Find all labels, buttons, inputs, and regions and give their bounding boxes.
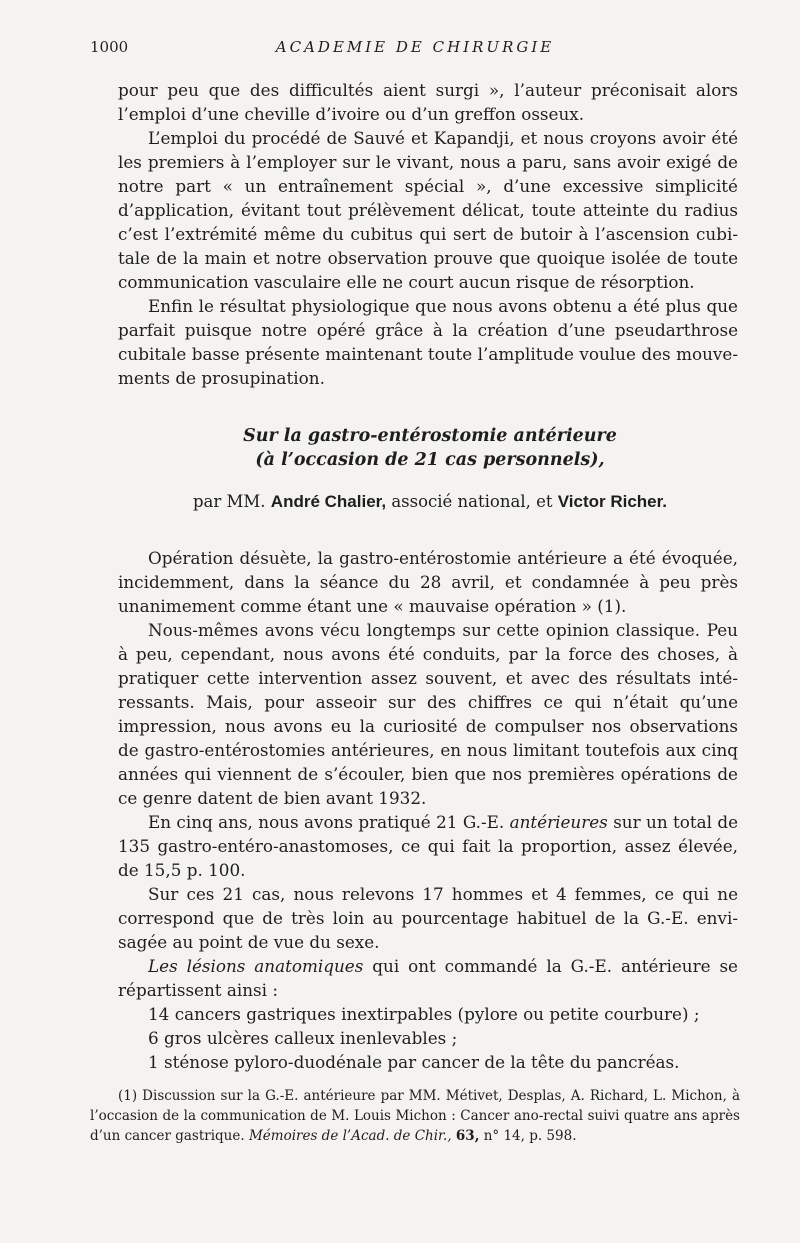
byline-prefix: par MM. bbox=[192, 492, 266, 511]
lesion-list bbox=[118, 1002, 738, 1074]
text-run: En cinq ans, nous avons pratiqué 21 G.-E. bbox=[148, 812, 505, 832]
author-name: André Chalier, bbox=[270, 492, 387, 511]
footnote bbox=[90, 1086, 740, 1146]
journal-issue: n° 14, p. 598. bbox=[483, 1128, 577, 1144]
paragraph: Enfin le résultat physiologique que nous avons obtenu a été plus que parfait puisque notre opéré grâce à la création d’une pseudarthrose cubitale basse présente maintenant toute l’amplitude voulue des mouvements de prosupination. bbox=[118, 296, 738, 388]
footnote-body: (1) Discussion sur la G.-E. antérieure par MM. Métivet, Desplas, A. Richard, L. Michon, à l’occasion de la communication de M. Louis Michon : Cancer ano-rectal suivi quatre ans après d’un cancer gastrique. bbox=[90, 1088, 740, 1144]
list-item: 6 gros ulcères calleux inenlevables ; bbox=[148, 1028, 458, 1048]
previous-article-text bbox=[118, 78, 738, 390]
paragraph: Opération désuète, la gastro-entérostomie antérieure a été évoquée, incidemment, dans la séance du 28 avril, et condamnée à peu près unanimement comme étant une « mauvaise opération » (1). bbox=[118, 548, 738, 616]
running-title: ACADEMIE DE CHIRURGIE bbox=[275, 38, 555, 56]
list-item: 14 cancers gastriques inextirpables (pylore ou petite courbure) ; bbox=[148, 1004, 700, 1024]
paragraph: Sur ces 21 cas, nous relevons 17 hommes et 4 femmes, ce qui ne correspond que de très loin au pourcentage habituel de la G.-E. envisagée au point de vue du sexe. bbox=[118, 884, 738, 952]
list-item: 1 sténose pyloro-duodénale par cancer de la tête du pancréas. bbox=[148, 1052, 680, 1072]
emphasis: Les lésions anatomiques bbox=[148, 956, 364, 976]
text-run: sur un total de 135 gastro-entéro-anastomoses, ce qui fait la proportion, assez élevée, de 15,5 p. 100. bbox=[118, 812, 739, 880]
text-run: qui ont commandé la G.-E. antérieure se répartissent ainsi : bbox=[118, 956, 738, 1000]
journal-title: Mémoires de l’Acad. de Chir., bbox=[248, 1128, 452, 1144]
paragraph bbox=[118, 810, 738, 882]
journal-volume: 63, bbox=[455, 1128, 480, 1144]
article-title-line: (à l’occasion de 21 cas personnels), bbox=[255, 450, 605, 470]
footnote-text bbox=[90, 1086, 740, 1146]
article-body bbox=[118, 546, 738, 1074]
article-title bbox=[60, 424, 800, 472]
author-affiliation: associé national, et bbox=[391, 492, 553, 511]
paragraph bbox=[118, 954, 738, 1002]
article-title-line: Sur la gastro-entérostomie antérieure bbox=[243, 426, 617, 446]
byline bbox=[60, 492, 800, 512]
author-name: Victor Richer. bbox=[557, 492, 668, 511]
emphasis: antérieures bbox=[509, 812, 608, 832]
page-number: 1000 bbox=[90, 38, 129, 56]
paragraph: L’emploi du procédé de Sauvé et Kapandji, et nous croyons avoir été les premiers à l’employer sur le vivant, nous a paru, sans avoir exigé de notre part « un entraînement spécial », d’une excessive simplicité d’application, évitant tout prélèvement délicat, toute atteinte du radius c’est l’extrémité même du cubitus qui sert de butoir à l’ascension cubitale de la main et notre observation prouve que quoique isolée de toute communication vasculaire elle ne court aucun risque de résorption. bbox=[118, 128, 738, 292]
page-header bbox=[90, 38, 740, 60]
paragraph: pour peu que des difficultés aient surgi », l’auteur préconisait alors l’emploi d’une cheville d’ivoire ou d’un greffon osseux. bbox=[118, 80, 738, 124]
paragraph: Nous-mêmes avons vécu longtemps sur cette opinion classique. Peu à peu, cependant, nous avons été conduits, par la force des choses, à pratiquer cette intervention assez souvent, et avec des résultats intéressants. Mais, pour asseoir sur des chiffres ce qui n’était qu’une impression, nous avons eu la curiosité de compulser nos observations de gastro-entérostomies antérieures, en nous limitant toutefois aux cinq années qui viennent de s’écouler, bien que nos premières opérations de ce genre datent de bien avant 1932. bbox=[118, 620, 738, 808]
